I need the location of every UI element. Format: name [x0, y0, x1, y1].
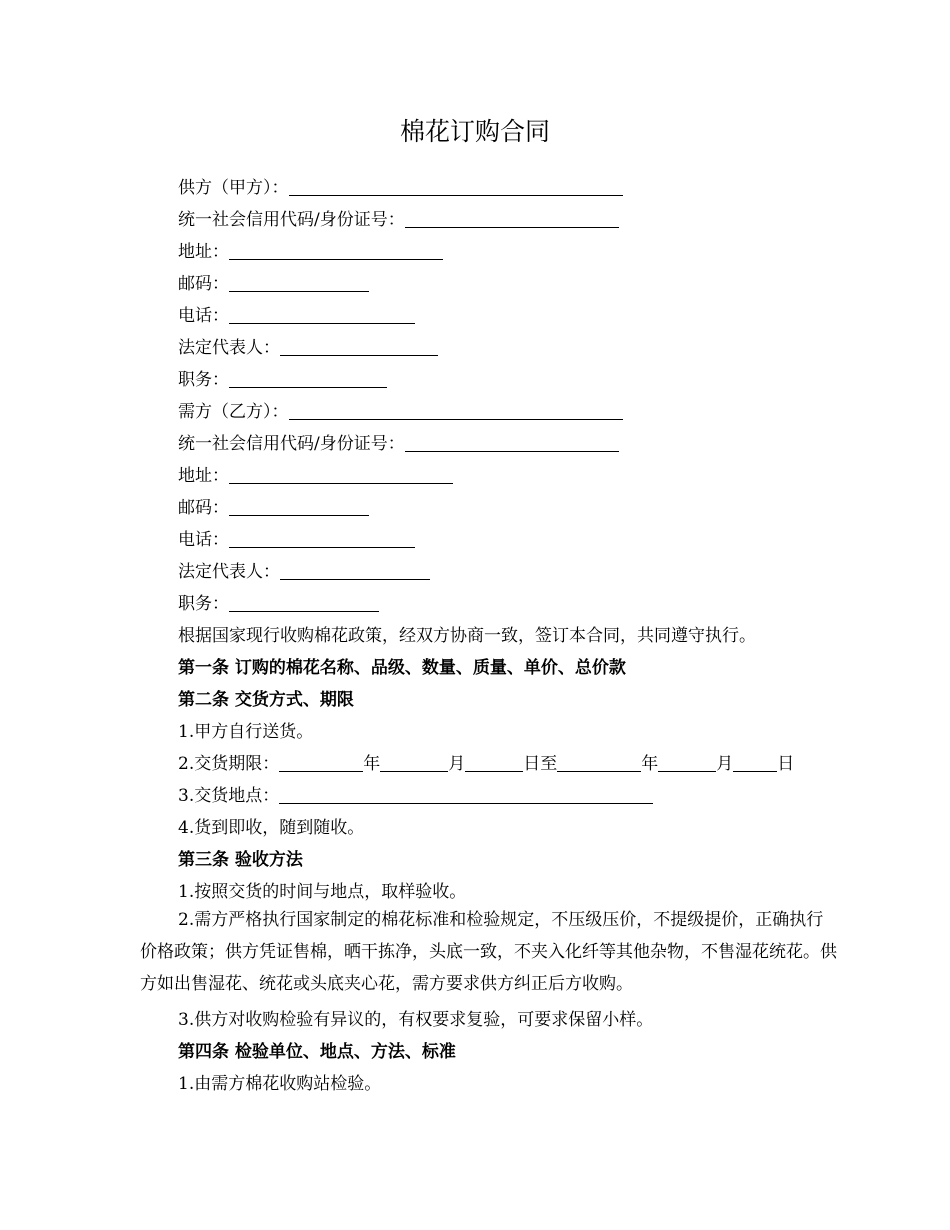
blank-field[interactable] [229, 530, 415, 548]
blank-field[interactable] [289, 178, 623, 196]
blank-field[interactable] [229, 466, 453, 484]
blank-field[interactable] [557, 754, 641, 772]
delivery-location-line: 3.交货地点： [178, 784, 653, 808]
blank-field[interactable] [733, 754, 777, 772]
page-title: 棉花订购合同 [399, 117, 550, 146]
blank-field[interactable] [229, 594, 379, 612]
blank-field[interactable] [279, 754, 363, 772]
party-a-name-line: 供方（甲方）： [178, 176, 623, 200]
party-a-id-line: 统一社会信用代码/身份证号： [178, 208, 619, 232]
blank-field[interactable] [229, 498, 369, 516]
party-b-phone-line: 电话： [178, 528, 415, 552]
blank-field[interactable] [380, 754, 448, 772]
article-3-heading: 第三条 验收方法 [178, 850, 303, 870]
blank-field[interactable] [405, 434, 619, 452]
party-b-id-line: 统一社会信用代码/身份证号： [178, 432, 619, 456]
party-a-postcode-line: 邮码： [178, 272, 369, 296]
blank-field[interactable] [658, 754, 716, 772]
party-b-position-line: 职务： [178, 592, 379, 616]
article-1-heading: 第一条 订购的棉花名称、品级、数量、质量、单价、总价款 [178, 658, 626, 678]
party-a-legal-rep-line: 法定代表人： [178, 336, 438, 360]
party-a-position-line: 职务： [178, 368, 387, 392]
article-2-item-1: 1.甲方自行送货。 [178, 722, 314, 742]
preamble: 根据国家现行收购棉花政策，经双方协商一致，签订本合同，共同遵守执行。 [178, 626, 756, 646]
delivery-period-line: 2.交货期限： 年 月 日至 年 月 日 [178, 754, 795, 774]
blank-field[interactable] [229, 274, 369, 292]
blank-field[interactable] [229, 370, 387, 388]
party-b-legal-rep-line: 法定代表人： [178, 560, 430, 584]
blank-field[interactable] [289, 402, 623, 420]
article-3-item-3: 3.供方对收购检验有异议的，有权要求复验，可要求保留小样。 [178, 1010, 654, 1030]
blank-field[interactable] [405, 210, 619, 228]
article-4-item-1: 1.由需方棉花收购站检验。 [178, 1074, 382, 1094]
blank-field[interactable] [465, 754, 523, 772]
party-b-name-line: 需方（乙方）： [178, 400, 623, 424]
blank-field[interactable] [229, 306, 415, 324]
blank-field[interactable] [280, 338, 438, 356]
party-a-phone-line: 电话： [178, 304, 415, 328]
blank-field[interactable] [279, 786, 653, 804]
article-3-item-1: 1.按照交货的时间与地点，取样验收。 [178, 882, 467, 902]
article-2-item-4: 4.货到即收，随到随收。 [178, 818, 365, 838]
article-2-heading: 第二条 交货方式、期限 [178, 690, 354, 710]
blank-field[interactable] [229, 242, 443, 260]
article-4-heading: 第四条 检验单位、地点、方法、标准 [178, 1042, 456, 1062]
party-b-address-line: 地址： [178, 464, 453, 488]
blank-field[interactable] [280, 562, 430, 580]
party-a-address-line: 地址： [178, 240, 443, 264]
article-3-item-2: 2.需方严格执行国家制定的棉花标准和检验规定，不压级压价，不提级提价，正确执行价格政策；供方凭证售棉，晒干拣净，头底一致，不夹入化纤等其他杂物，不售湿花统花。供方如出售湿花、统花或头底夹心花，需方要求供方纠正后方收购。 [140, 910, 837, 994]
party-b-postcode-line: 邮码： [178, 496, 369, 520]
